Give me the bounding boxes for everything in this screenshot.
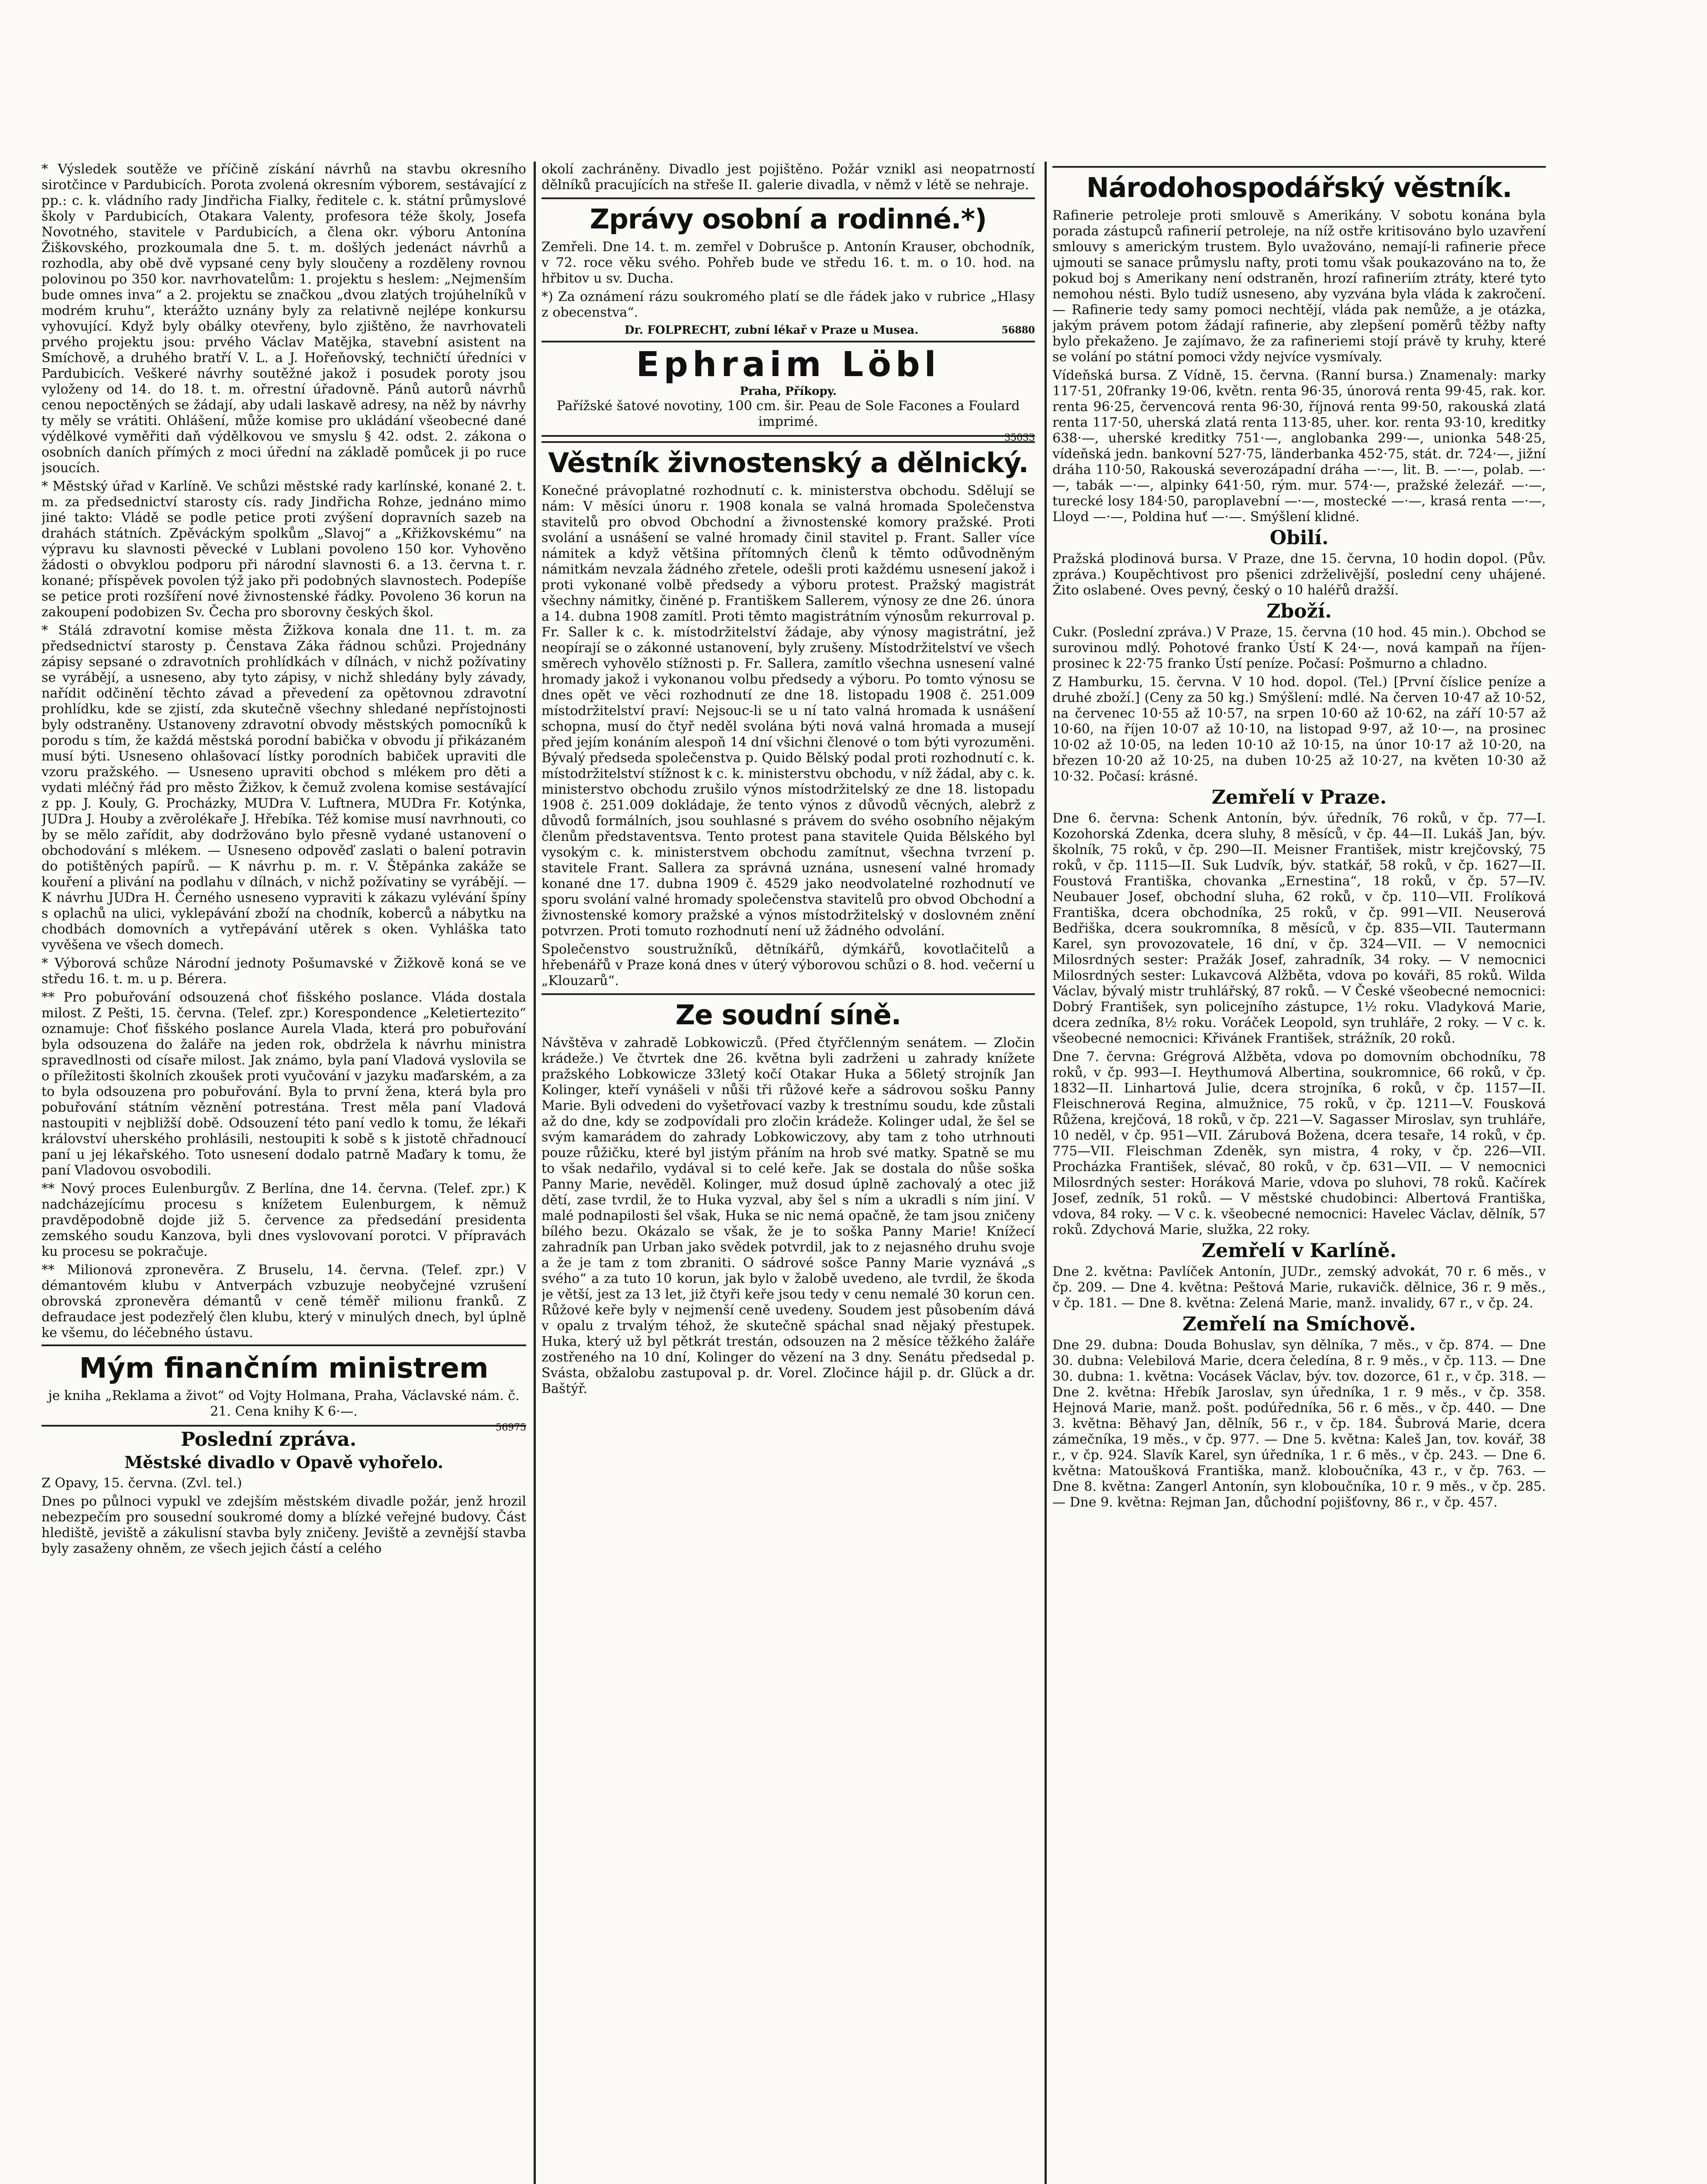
article-paragraph: Návštěva v zahradě Lobkowiczů. (Před čtyřčlenným senátem. — Zločin krádeže.) Ve čtvrtek dne 26. května byli zadrženi u zahrady knížete pražského Lobkowicze 33letý kočí Otakar Huka a 56letý strojník Jan Kolinger, kteří vynášeli v nůši tři růžové keře a sádrovou sošku Panny Marie. Byli odvedeni do vyšetřovací vazby k trestnímu soudu, kde zůstali až do dne, kdy se zodpovídali pro zločin krádeže. Kolinger udal, že šel se svým kamarádem do zahrady Lobkowiczovy, aby tam z toho utrhnouti pouze růžičku, které byl jistým přáním na hrob své matky. Spatně se mu to však nedařilo, vydával si to celé keře. Jak se dostala do nůše soška Panny Marie, nevěděl. Kolinger, muž dosud úplně zachovalý a otec již dětí, zase tvrdil, že to Huka vyzval, aby šel s ním a ukradli s ním jiní. V malé podnapilosti šel však, Huka se nic nemá opačně, že tam jsou zničeny bílého bezu. Okázalo se však, že je to soška Panny Marie! Knížecí zahradník pan Urban jako svědek potvrdil, jak to z nejasného druhu svoje a že je tam z tom zbraniti. O sádrové sošce Panny Marie vyznává „s svého“ a za tuto 10 korun, jak bylo v žalobě uvedeno, ale tvrdil, že škoda je větší, jest za 13 let, již čtyři keře jsou tedy v cenu nemalé 30 korun cen. Růžové keře byly v nejmenší ceně uvedeny. Soudem jest působením dává v opalu z trvalým téhož, že skutečně spáchal snad nějaký přestupek. Huka, který už byl pětkrát trestán, odsouzen na 2 měsíce těžkého žaláře zostřeného na 10 dní, Kolinger do vězení na 3 dny. Senátu předsedal p. Svásta, obžalobu zastupoval p. dr. Vorel. Zločince hájil p. dr. Glück a dr. Baštýř. (541, 1035, 1035, 1396)
section-rule (541, 441, 1035, 443)
article-paragraph: Rafinerie petroleje proti smlouvě s Amerikány. V sobotu konána byla porada zástupců rafinerií petroleje, na níž ostře kritisováno bylo uzavření smlouvy s americkým trustem. Bylo uvažováno, nemají-li rafinerie přece ujmouti se sanace průmyslu nafty, proti tomu však poukazováno na to, že pokud boj s Amerikany není odstraněn, hrozí rafineriím ztráty, které tyto nemohou nésti. Bylo tudíž usneseno, aby vyzvána byla vláda k zakročení. — Rafinerie tedy samy pomoci nechtějí, vláda pak nemůže, a je otázka, jakým právem potom žádají rafinerie, aby zlepšení poměrů těžby nafty bylo překaženo. Je zajímavo, že za rafineriemi stojí právě ty kruhy, které se volání po státní pomoci vždy nejvíce vysmívaly. (1052, 208, 1546, 365)
article-paragraph: Zemřeli. Dne 14. t. m. zemřel v Dobrušce p. Antonín Krauser, obchodník, v 72. roce věku svého. Pohřeb bude ve středu 16. t. m. o 10. hod. na hřbitov u sv. Ducha. (541, 239, 1035, 286)
article-paragraph: * Výsledek soutěže ve příčině získání návrhů na stavbu okresního sirotčince v Pardubicích. Porota zvolená okresním výborem, sestávající z pp.: c. k. vládního rady Jindřicha Fialky, ředitele c. k. státní průmyslové školy v Pardubicích, Otakara Valenty, profesora téže školy, Josefa Novotného, stavitele v Pardubicích, a člena okr. výboru Antonína Žiškovského, prozkoumala dne 5. t. m. došlých jedenáct návrhů a rozhodla, aby obě dvě vypsané ceny byly sloučeny a rozděleny rovnou polovinou po 350 kor. navrhovatelům: 1. projektu s heslem: „Nejmenším bude omnes inva“ a 2. projektu se značkou „dvou zlatých trojúhelníků v modrém kruhu“, kterážto uznány byly za relativně nejlépe konkursu vyhovující. Když byly obálky otevřeny, bylo zjištěno, že navrhovateli prvého projektu jsou: prvého Václav Matějka, stavební asistent na Smíchově, a druhého bratří V. L. a J. Hořeňovský, techničtí úředníci v Pardubicích. Veškeré návrhy soutěžné jakož i posudek poroty jsou vyloženy od 14. do 18. t. m. ořrestní úřadovně. Pánů autorů návrhů cenou nepoctěných se žádají, aby udali laskavě adresy, na něž by návrhy ty měly se vrátiti. Ohlášení, může komise pro ukládání všeobecné dané výdělkové vyměřiti daň výdělkovou ve smyslu § 42. odst. 2. zákona o osobních daních přímých z moci úřední na základě pomůcek ji po ruce jsoucích. (41, 162, 526, 476)
subsection-heading: Městské divadlo v Opavě vyhořelo. (124, 1452, 444, 1472)
subsection-heading: Zemřelí na Smíchově. (1182, 1313, 1416, 1335)
subsection-heading: Poslední zpráva. (180, 1428, 357, 1451)
section-heading: Ze soudní síně. (675, 999, 901, 1031)
article-paragraph: okolí zachráněny. Divadlo jest pojištěno. Požár vznikl asi neopatrností dělníků pracujících na střeše II. galerie divadla, v němž v létě se nehraje. (541, 162, 1035, 193)
section-rule (541, 197, 1035, 199)
subsection-heading: Zemřelí v Karlíně. (1201, 1240, 1397, 1262)
article-paragraph: * Stálá zdravotní komise města Žižkova konala dne 11. t. m. za předsednictví starosty p. Čenstava Záka řádnou schůzi. Projednány zápisy sepsané o zdravotních prohlídkách v dílnách, v nichž požívatiny se vyrábějí, a usneseno, aby tyto zápisy, v nichž shledány byly závady, nařídit odčinění těchto závad a převedení za opětovnou zdravotní prohlídku, kde se zjistí, zda skutečně všechny shledané nepřístojnosti byly odstraněny. Ustanoveny zdravotní obvody městských pomocníků k porodu s tím, že každá městská porodní babička v obvodu jí přikázaném musí býti. Usneseno ohlašovací lístky porodních babiček upraviti dle vzoru pražského. — Usneseno upraviti obchod s mlékem pro děti a vydati mléčný řád pro město Žižkov, k čemuž zvolena komise sestávající z pp. J. Kouly, G. Procházky, MUDra V. Luftnera, MUDra Fr. Kotýnka, JUDra J. Houby a zvěrolékaře J. Hřebíka. Též komise musí navrhnouti, co by se mělo zařídit, aby dodržováno bylo přesně vydané ustanovení o obchodování s mlékem. — Usneseno odpověď zaslati o balení potravin do potištěných papírů. — K návrhu p. m. r. V. Štěpánka zakáže se kouření a plivání na podlahu v dílnách, v nichž požívatiny se vyrábějí. — K návrhu JUDra H. Černého usneseno vypraviti k zákazu vylévání špíny s oplachů na ulici, vyklepávání zboží na chodník, koberců a nábytku na chodbách domovních a vytřepávání utěrek s oken. Vyhláška tato vyvěšena ve všech domech. (41, 623, 526, 953)
article-paragraph: Pražská plodinová bursa. V Praze, dne 15. června, 10 hodin dopol. (Pův. zpráva.) Koupěchtivost pro pšenici zdrželivější, poslední ceny uhájené. Žito oslabené. Oves pevný, český o 10 haléřů dražší. (1052, 551, 1546, 598)
section-heading: Národohospodářský věstník. (1086, 172, 1512, 204)
column-rule (534, 162, 536, 2184)
article-paragraph: ** Pro pobuřování odsouzená choť fišského poslance. Vláda dostala milost. Z Pešti, 15. června. (Telef. zpr.) Korespondence „Keletiertezito“ oznamuje: Choť fišského poslance Aurela Vlada, která pro pobuřování byla odsouzena do žaláře na jeden rok, obdržela k návrhu ministra spravedlnosti od císaře milost. Jak známo, byla paní Vladová vyslovila se o příležitosti školních zkoušek proti vyučování v jazyku maďarském, a za to byla odsouzena pro pobuřování. Byla to první žena, která byla pro pobuřování státním věznění potrestána. Trest měla paní Vladová nastoupiti v nejbližší době. Odsouzení této paní vedlo k tomu, že lékaři království uherského prohlásili, nestoupiti k sobě s k jistotě chřadnoucí paní u jej lékařského. Toto usnesení dodalo patrně Maďary k tomu, že paní Vladovou osvobodili. (41, 990, 526, 1178)
advertisement-subtitle: Praha, Příkopy. (740, 385, 837, 398)
subsection-heading: Zemřelí v Praze. (1211, 786, 1387, 809)
advertisement-code: 35033 (1004, 432, 1035, 443)
advertisement (41, 1344, 526, 1433)
article-paragraph: Vídeňská bursa. Z Vídně, 15. června. (Ranní bursa.) Znamenaly: marky 117·51, 20franky 19·06, květn. renta 96·35, únorová renta 99·45, rak. kor. renta 96·25, červencová renta 96·30, říjnová renta 99·50, rakouská zlatá renta 117·50, uherská zlatá renta 113·85, uher. kor. renta 93·10, kreditky 638·—, uherské kreditky 751·—, anglobanka 299·—, unionka 548·25, vídeňská jedn. bankovní 527·75, länderbanka 452·75, stát. dr. 724·—, jižní dráha 110·50, Rakouská severozápadní dráha —·—, lit. B. —·—, polab. —·—, tabák —·—, alpinky 641·50, rým. mur. 574·—, pražské železář. —·—, turecké losy 184·50, paroplavební —·—, mostecké —·—, krasá renta —·—, Lloyd —·—, Poldina huť —·—. Smýšlení klidné. (1052, 368, 1546, 525)
article-paragraph: Konečné právoplatné rozhodnutí c. k. ministerstva obchodu. Sdělují se nám: V měsíci únoru r. 1908 konala se valná hromada Společenstva stavitelů pro obvod Obchodní a živnostenské komory pražské. Proti svolání a usnášení se valné hromady činil stavitel p. Frant. Saller více námitek a když většina přítomných členů k těmto odůvodněným námitkám nevzala žádného zřetele, odešli proti každému usnesení jakož i proti vykonané volbě předsedy a výboru protest. Pražský magistrát všechny námitky, činěné p. Františkem Sallerem, výnosy ze dne 26. února a 14. dubna 1908 zamítl. Proti těmto magistrátním výnosům rekurroval p. Fr. Saller k c. k. místodržitelství žádaje, aby výnosy magistrátní, jež neopírají se o zákonné ustanovení, byly zrušeny. Místodržitelství ve všech směrech vyhovělo stížnosti p. Fr. Sallera, zamítlo všechna usnesení valné hromady jakož i vykonanou volbu předsedy a výboru. Po tomto výnosu se dnes opět ve věci rozhodnutí ze dne 18. listopadu 1908 č. 251.009 místodržitelství praví: Nejsouc-li se u ní tato valná hromada k usnášení schopna, musí do čtyř neděl svolána býti nová valná hromada a musejí před jejím konáním alespoň 14 dní všichni členové o tom býti vyrozuměni. Bývalý předseda společenstva p. Quido Bělský podal proti rozhodnutí c. k. místodržitelství stížnost k c. k. ministerstvu obchodu, v níž žádal, aby c. k. ministerstvo obchodu zrušilo výnos místodržitelský ze dne 18. listopadu 1908 č. 251.009 dokládaje, že tento výnos z důvodů věcných, alebrž z důvodů formálních, jsou souhlasné s právem do svého osobního nějakým členům představentsva. Tento protest pana stavitele Quida Bělského byl vysokým c. k. ministerstvem obchodu zamítnut, všechna tvrzení p. stavitele Frant. Sallera za správná uznána, usnesení valné hromady konané dne 17. dubna 1909 č. 4529 jako neodvolatelné rozhodnutí ve sporu svolání valné hromady společenstva stavitelů pro obvod Obchodní a živnostenské komory pražské a výnos místodržitelský v doslovném znění potvrzen. Proti tomuto rozhodnutí není už žádného odvolání. (541, 483, 1035, 939)
advertisement-title: Ephraim Löbl (636, 345, 941, 384)
advertisement-text: Dr. FOLPRECHT, zubní lékař v Praze u Musea. (624, 324, 919, 337)
article-paragraph: Dne 7. června: Grégrová Alžběta, vdova po domovním obchodníku, 78 roků, v čp. 993—I. Heythumová Albertina, soukromnice, 66 roků, v čp. 1832—II. Linhartová Julie, dcera strojníka, 6 roků, v čp. 1157—II. Fleischnerová Regina, almužnice, 75 roků, v čp. 1211—V. Fousková Růžena, krejčová, 18 roků, v čp. 221—V. Sagasser Miroslav, syn truhláře, 10 neděl, v čp. 951—VII. Zárubová Božena, dcera tesaře, 14 roků, v čp. 775—VII. Fleischman Zdeněk, syn mistra, 4 roky, v čp. 226—VII. Procházka František, slévač, 80 roků, v čp. 631—VII. — V nemocnici Milosrdných sester: Horáková Marie, vdova po sluhovi, 78 roků. Kačírek Josef, zedník, 51 roků. — V městské chudobinci: Albertová Františka, vdova, 84 roky. — V c. k. všeobecné nemocnici: Havelec Václav, dělník, 57 roků. Zdychová Marie, služka, 22 roky. (1052, 1049, 1546, 1237)
advertisement-body: Pařížské šatové novotiny, 100 cm. šir. Peau de Sole Facones a Foulard imprimé. (556, 398, 1020, 429)
article-paragraph: Cukr. (Poslední zpráva.) V Praze, 15. června (10 hod. 45 min.). Obchod se surovinou mdlý. Pohotové franko Ústí K 24·—, nová kampaň na říjen-prosinec k 22·75 franko Ústí peníze. Počasí: Pošmurno a chladno. (1052, 625, 1546, 671)
column-1 (41, 162, 526, 2184)
article-paragraph: * Výborová schůze Národní jednoty Pošumavské v Žižkově koná se ve středu 16. t. m. u p. Bérera. (41, 956, 526, 987)
article-paragraph: Dne 6. června: Schenk Antonín, býv. úředník, 76 roků, v čp. 77—I. Kozohorská Zdenka, dcera sluhy, 8 měsíců, v čp. 44—II. Lukáš Jan, býv. školník, 75 roků, v čp. 290—II. Meisner František, mistr krejčovský, 75 roků, v čp. 1115—II. Suk Ludvík, býv. statkář, 58 roků, v čp. 1627—II. Foustová Františka, chovanka „Ernestina“, 18 roků, v čp. 57—IV. Neubauer Josef, obchodní sluha, 62 roků, v čp. 110—VII. Frolíková Františka, dcera obchodníka, 25 roků, v čp. 991—VII. Neuserová Bedřiška, dcera soukromníka, 8 měsíců, v čp. 835—VII. Tautermann Karel, syn provozovatele, 16 dní, v čp. 324—VII. — V nemocnici Milosrdných sester: Pražák Josef, zahradník, 34 roky. — V nemocnici Milosrdných sester: Lukavcová Alžběta, vdova po kováři, 85 roků. Wilda Václav, bývalý mistr truhlářský, 87 roků. — V České všeobecné nemocnici: Dobrý František, syn policejního zástupce, 1½ roku. Vladyková Marie, dcera zedníka, 8½ roku. Voráček Leopold, syn truhláře, 2 roky. — V c. k. všeobecné nemocnici: Křivánek František, strážník, 20 roků. (1052, 811, 1546, 1046)
article-paragraph: ** Milionová zpronevěra. Z Bruselu, 14. června. (Telef. zpr.) V démantovém klubu v Antverpách vzbuzuje neobyčejné vzrušení obrovská zpronevěra démantů v ceně téměř milionu franků. Z defraudace jest podezřelý člen klubu, který v minulých dnech, byl úplně ke všemu, do léčebného ústavu. (41, 1262, 526, 1341)
advertisement-title: Mým finančním ministrem (79, 1352, 489, 1385)
column-rule (1045, 162, 1047, 2184)
section-rule (541, 993, 1035, 995)
column-3 (1052, 162, 1546, 2184)
subsection-heading: Zboží. (1266, 600, 1332, 622)
article-paragraph: Společenstvo soustružníků, dětníkářů, dýmkářů, kovotlačitelů a hřebenářů v Praze koná dnes v úterý výborovou schůzi o 8. hod. večerní u „Klouzarů“. (541, 942, 1035, 988)
article-paragraph: Z Hamburku, 15. června. V 10 hod. dopol. (Tel.) [První číslice peníze a druhé zboží.] (Ceny za 50 kg.) Smýšlení: mdlé. Na červen 10·47 až 10·52, na červenec 10·55 až 10·57, na srpen 10·60 až 10·62, na září 10·57 až 10·60, na říjen 10·07 až 10·10, na listopad 9·97, až 10·—, na prosinec 10·02 až 10·05, na leden 10·10 až 10·15, na únor 10·17 až 10·20, na březen 10·20 až 10·25, na duben 10·25 až 10·27, na květen 10·30 až 10·32. Počasí: krásné. (1052, 674, 1546, 784)
advertisement-code: 56975 (496, 1422, 526, 1433)
advertisement-line (541, 323, 1035, 337)
section-heading: Zprávy osobní a rodinné.*) (590, 203, 987, 235)
article-paragraph: Dnes po půlnoci vypukl ve zdejším městském divadle požár, jenž hrozil nebezpečím pro sousední soukromé domy a blízké veřejné budovy. Část hlediště, jeviště a zákulisní stavba byly zničeny. Jeviště a zevnější stavba byly zasaženy ohněm, ze všech jejich částí a celého (41, 1494, 526, 1556)
article-paragraph: Dne 2. května: Pavlíček Antonín, JUDr., zemský advokát, 70 r. 6 měs., v čp. 209. — Dne 4. května: Peštová Marie, rukavičk. dělnice, 36 r. 9 měs., v čp. 181. — Dne 8. května: Zelená Marie, manž. invalidy, 67 r., v čp. 24. (1052, 1264, 1546, 1311)
advertisement-body: je kniha „Reklama a život“ od Vojty Holmana, Praha, Václavské nám. č. 21. Cena knihy K 6·—. (48, 1388, 520, 1419)
article-paragraph: * Městský úřad v Karlíně. Ve schůzi městské rady karlínské, konané 2. t. m. za předsednictví starosty cís. rady Jindřicha Rohze, jednáno mimo jiné takto: Vládě se podle petice proti zvýšení dopravních sazeb na drahách státních. Zpěváckým spolkům „Slavoj“ a „Křižkovskému“ na výpravu ku slavnosti pěvecké v Lublani povoleno 150 kor. Vyhověno žádosti o obvyklou podporu při národní slavnosti 6. a 13. června t. r. konané; příspěvek povolen týž jako při podobných slavnostech. Podepíše se petice proti rozšíření nové živnostenské řádky. Povoleno 36 korun na zakoupení podobizen Sv. Čecha pro sborovny českých škol. (41, 479, 526, 620)
article-paragraph: *) Za oznámení rázu soukromého platí se dle řádek jako v rubrice „Hlasy z obecenstva“. (541, 289, 1035, 320)
subsection-heading: Obilí. (1269, 527, 1329, 549)
section-heading: Věstník živnostenský a dělnický. (548, 447, 1028, 479)
advertisement (541, 341, 1035, 443)
article-paragraph: ** Nový proces Eulenburgův. Z Berlína, dne 14. června. (Telef. zpr.) K nadcházejícímu procesu s knížetem Eulenburgem, k němuž pravděpodobně dojde již 5. července za předsedání presidenta zemského soudu Kanzova, byli dnes vyslovovaní porotci. V přípravách ku procesu se pokračuje. (41, 1181, 526, 1259)
section-rule (1052, 166, 1546, 168)
article-paragraph: Dne 29. dubna: Douda Bohuslav, syn dělníka, 7 měs., v čp. 874. — Dne 30. dubna: Velebilová Marie, dcera čeledína, 8 r. 9 měs., v čp. 113. — Dne 30. dubna: 1. května: Vocásek Václav, býv. tov. dozorce, 61 r., v čp. 318. — Dne 2. května: Hřebík Jaroslav, syn úředníka, 1 r. 9 měs., v čp. 358. Hejnová Marie, manž. pošt. podúředníka, 56 r. 6 měs., v čp. 440. — Dne 3. května: Běhavý Jan, dělník, 56 r., v čp. 184. Šubrová Marie, dcera zámečníka, 19 měs., v čp. 977. — Dne 5. května: Kaleš Jan, tov. kovář, 38 r., v čp. 924. Slavík Karel, syn úředníka, 1 r. 6 měs., v čp. 243. — Dne 6. května: Matoušková Františka, manž. kloboučníka, 43 r., v čp. 763. — Dne 8. května: Zangerl Antonín, syn kloboučníka, 10 r. 9 měs., v čp. 285. — Dne 9. května: Rejman Jan, důchodní pojišťovny, 86 r., v čp. 457. (1052, 1337, 1546, 1510)
article-paragraph: Z Opavy, 15. června. (Zvl. tel.) (41, 1476, 242, 1491)
advertisement-code: 56880 (1001, 325, 1035, 336)
column-2 (541, 162, 1035, 2184)
